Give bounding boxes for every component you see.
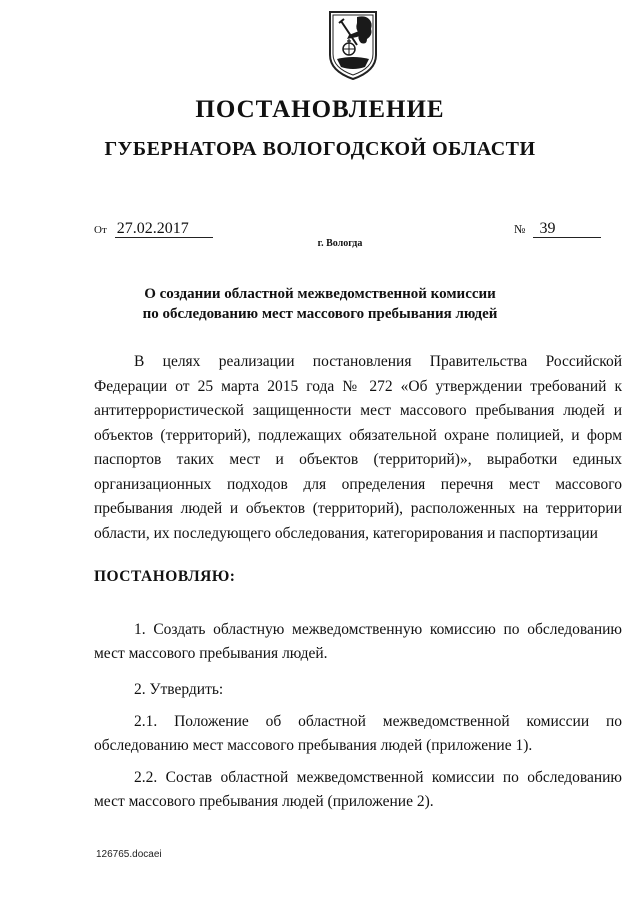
document-title: ПОСТАНОВЛЕНИЕ <box>195 96 445 123</box>
subject-line-1: О создании областной межведомственной комиссии <box>144 286 496 302</box>
number-line <box>514 220 601 238</box>
preamble-text: В целях реализации постановления Правительства Российской Федерации от 25 марта 2015 года № 272 «Об утверждении требований к антитеррористической защищенности мест массового пребывания людей и объектов (территорий), подлежащих обязательной охране полицией, и форм паспортов таких мест и объектов (территорий)», выработки единых организационных подходов для определения перечня мест массового пребывания людей и объектов (территорий), расположенных на территории области, их последующего обследования, категорирования и паспортизации <box>94 353 622 542</box>
date-line <box>94 220 213 238</box>
decree-items <box>94 618 622 826</box>
item-2-2: 2.2. Состав областной межведомственной комиссии по обследованию мест массового пребывания людей (приложение 2). <box>94 769 622 810</box>
coat-of-arms-icon <box>327 9 379 81</box>
document-date: 27.02.2017 <box>115 220 213 238</box>
city-label: г. Вологда <box>317 238 363 249</box>
decree-word: ПОСТАНОВЛЯЮ: <box>94 568 236 585</box>
issuer-title: ГУБЕРНАТОРА ВОЛОГОДСКОЙ ОБЛАСТИ <box>104 138 536 160</box>
subject-line-2: по обследованию мест массового пребывания людей <box>142 306 498 322</box>
number-prefix: № <box>514 222 526 236</box>
document-subject <box>0 284 640 324</box>
document-number: 39 <box>533 220 601 238</box>
item-2-1: 2.1. Положение об областной межведомственной комиссии по обследованию мест массового пребывания людей (приложение 1). <box>94 713 622 754</box>
file-code: 126765.docaei <box>96 849 162 860</box>
date-prefix: От <box>94 224 107 236</box>
item-2: 2. Утвердить: <box>134 681 224 698</box>
preamble <box>94 350 622 546</box>
item-1: 1. Создать областную межведомственную комиссию по обследованию мест массового пребывания людей. <box>94 621 622 662</box>
